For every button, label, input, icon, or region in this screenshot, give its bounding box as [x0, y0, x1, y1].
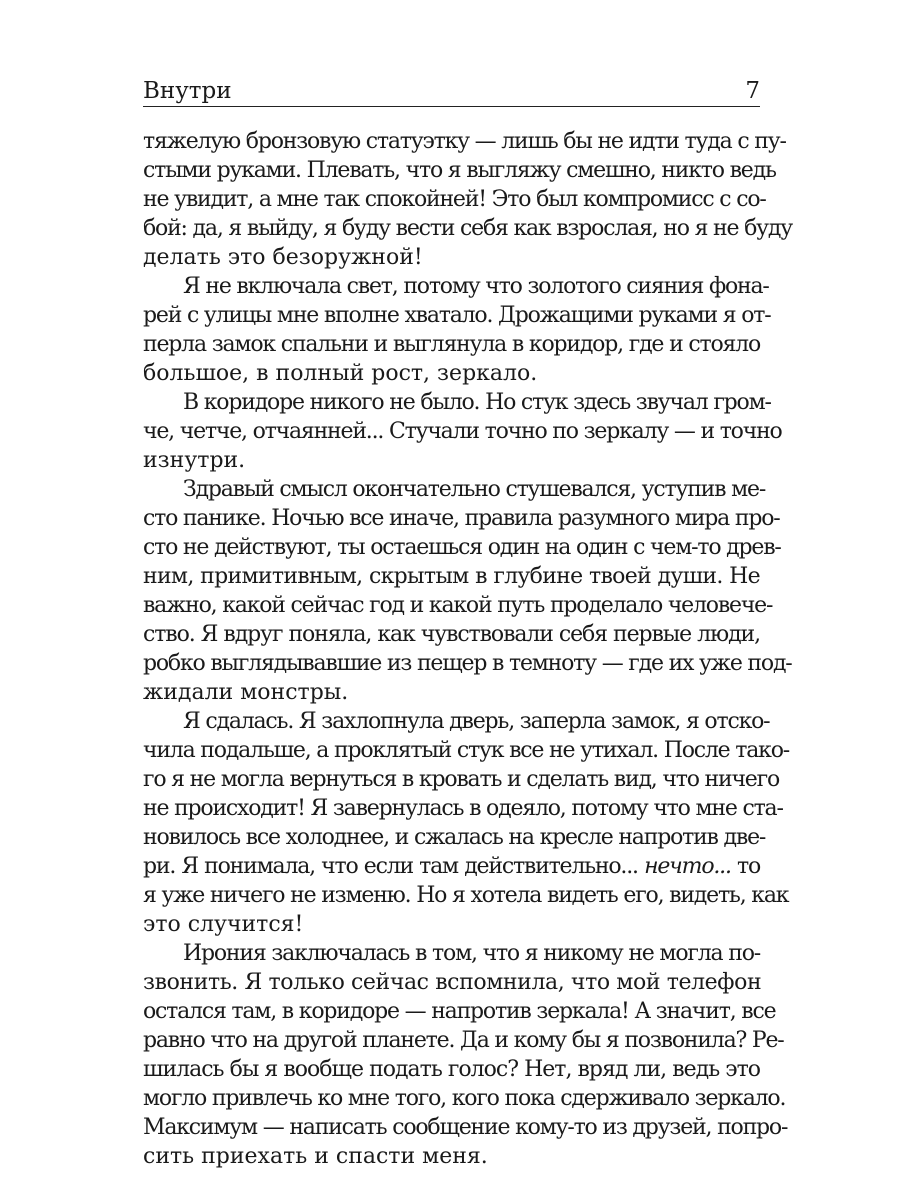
text-line: ство. Я вдруг поняла, как чувствовали себя первые люди, [143, 622, 760, 647]
chapter-title: Внутри [143, 78, 232, 104]
text-line: звонить. Я только сейчас вспомнила, что мой телефон [143, 970, 762, 995]
text-line: важно, какой сейчас год и какой путь проделало человече- [143, 593, 773, 618]
text-line: рей с улицы мне вполне хватало. Дрожащими руками я от- [143, 303, 771, 328]
text-line: большое, в полный рост, зеркало. [143, 361, 538, 386]
text-line: Здравый смысл окончательно стушевался, уступив ме- [183, 477, 766, 502]
text-line: шилась бы я вообще подать голос? Нет, вряд ли, ведь это [143, 1057, 760, 1082]
running-header [143, 74, 760, 104]
text-line: го я не могла вернуться в кровать и сделать вид, что ничего [143, 767, 779, 792]
text-line: я уже ничего не изменю. Но я хотела видеть его, видеть, как [143, 883, 789, 908]
text-line: не увидит, а мне так спокойней! Это был компромисс с со- [143, 187, 766, 212]
text-line: могло привлечь ко мне того, кого пока сдерживало зеркало. [143, 1086, 786, 1111]
text-line: равно что на другой планете. Да и кому бы я позвонила? Ре- [143, 1028, 784, 1053]
text-line: Максимум — написать сообщение кому-то из друзей, попро- [143, 1115, 788, 1140]
text-line: сить приехать и спасти меня. [143, 1144, 488, 1169]
text-line: изнутри. [143, 448, 246, 473]
text-line: не происходит! Я завернулась в одеяло, потому что мне ста- [143, 796, 783, 821]
text-line-with-italic [143, 852, 760, 881]
text-line: В коридоре никого не было. Но стук здесь звучал гром- [183, 390, 771, 415]
text-line: Я сдалась. Я захлопнула дверь, заперла замок, я отско- [183, 709, 770, 734]
text-line: тяжелую бронзовую статуэтку — лишь бы не идти туда с пу- [143, 129, 786, 154]
text-line: ним, примитивным, скрытым в глубине твоей души. Не [143, 564, 760, 589]
text-line: бой: да, я выйду, я буду вести себя как взрослая, но я не буду [143, 216, 793, 241]
header-rule [143, 106, 760, 107]
text-line: жидали монстры. [143, 680, 349, 705]
text-span: то [737, 854, 761, 879]
text-line: чила подальше, а проклятый стук все не утихал. После тако- [143, 738, 790, 763]
text-line: делать это безоружной! [143, 245, 423, 270]
text-line: робко выглядывавшие из пещер в темноту — где их уже под- [143, 651, 792, 676]
text-line: сто панике. Ночью все иначе, правила разумного мира про- [143, 506, 780, 531]
text-line: стыми руками. Плевать, что я выгляжу смешно, никто ведь [143, 158, 776, 183]
text-line: сто не действуют, ты остаешься один на один с чем-то древ- [143, 535, 781, 560]
text-span: ри. Я понимала, что если там действительно... [143, 854, 638, 879]
text-line: Ирония заключалась в том, что я никому не могла по- [183, 941, 760, 966]
text-line: это случится! [143, 912, 304, 937]
text-line: перла замок спальни и выглянула в коридор, где и стояло [143, 332, 760, 357]
text-line: че, четче, отчаянней... Стучали точно по зеркалу — и точно [143, 419, 782, 444]
text-line: остался там, в коридоре — напротив зеркала! А значит, все [143, 999, 776, 1024]
page-number: 7 [745, 78, 760, 104]
text-line: Я не включала свет, потому что золотого сияния фона- [183, 274, 769, 299]
text-line: новилось все холоднее, и сжалась на кресле напротив две- [143, 825, 766, 850]
italic-word: нечто... [644, 854, 731, 879]
